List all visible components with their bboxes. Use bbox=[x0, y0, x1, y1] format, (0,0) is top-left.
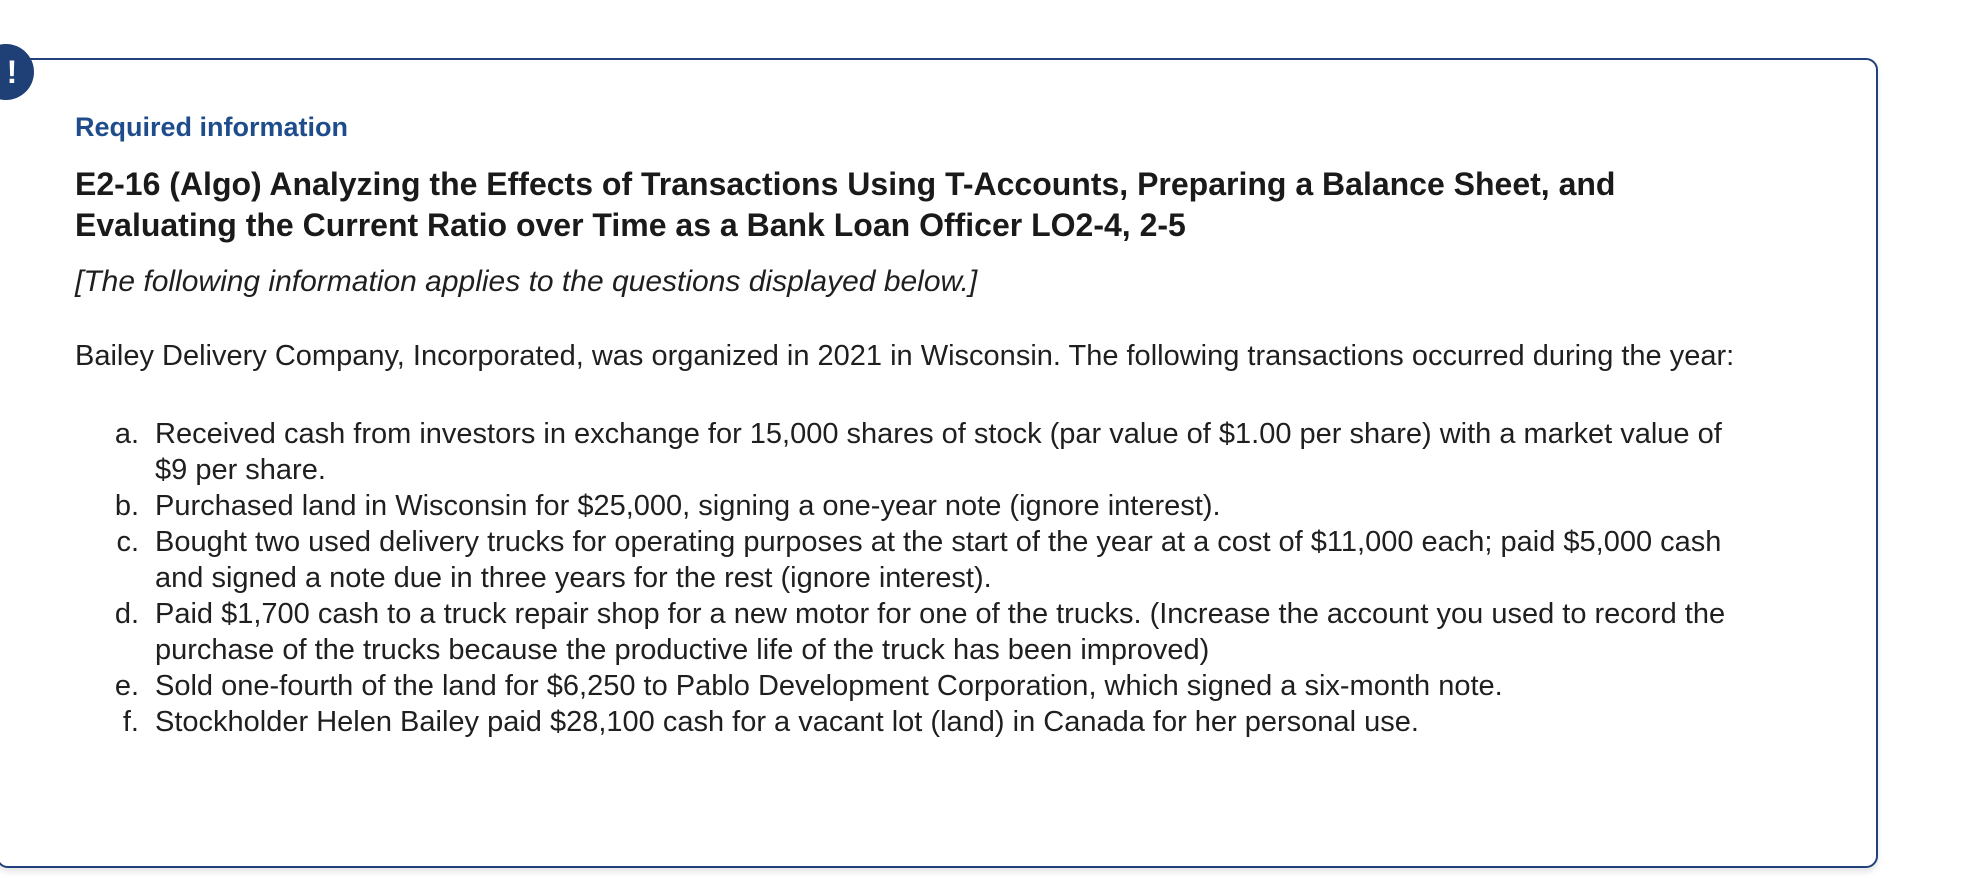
intro-paragraph: Bailey Delivery Company, Incorporated, was organized in 2021 in Wisconsin. The following transactions occurred during the year: bbox=[75, 340, 1735, 372]
transaction-list bbox=[75, 416, 1775, 740]
required-information-label: Required information bbox=[75, 112, 349, 142]
transaction-text: Stockholder Helen Bailey paid $28,100 cash for a vacant lot (land) in Canada for her personal use. bbox=[155, 706, 1419, 738]
transaction-item-f bbox=[75, 704, 1755, 740]
transaction-letter: b. bbox=[114, 490, 139, 522]
transaction-text: Received cash from investors in exchange for 15,000 shares of stock (par value of $1.00 per share) with a market value of $9 per share. bbox=[155, 418, 1722, 486]
transaction-letter: e. bbox=[114, 670, 139, 702]
transaction-item-e bbox=[75, 668, 1755, 704]
transaction-text: Sold one-fourth of the land for $6,250 to Pablo Development Corporation, which signed a six-month note. bbox=[155, 670, 1503, 702]
transaction-item-d bbox=[75, 596, 1755, 668]
transaction-item-b bbox=[75, 488, 1755, 524]
transaction-letter: d. bbox=[114, 598, 139, 630]
transaction-item-c bbox=[75, 524, 1755, 596]
transaction-letter: a. bbox=[114, 418, 139, 450]
applies-note: [The following information applies to the questions displayed below.] bbox=[75, 265, 978, 298]
transaction-text: Paid $1,700 cash to a truck repair shop for a new motor for one of the trucks. (Increase the account you used to record the purchase of the trucks because the productive life of the truck has been improved) bbox=[155, 598, 1726, 666]
transaction-text: Bought two used delivery trucks for operating purposes at the start of the year at a cost of $11,000 each; paid $5,000 cash and signed a note due in three years for the rest (ignore interest). bbox=[155, 526, 1722, 594]
alert-icon-symbol: ! bbox=[6, 54, 18, 90]
transaction-text: Purchased land in Wisconsin for $25,000, signing a one-year note (ignore interest). bbox=[155, 490, 1221, 522]
transaction-letter: f. bbox=[122, 706, 139, 738]
transaction-letter: c. bbox=[116, 526, 139, 558]
card-content bbox=[75, 110, 1775, 740]
exercise-title: E2-16 (Algo) Analyzing the Effects of Transactions Using T-Accounts, Preparing a Balance Sheet, and Evaluating the Current Ratio over Time as a Bank Loan Officer LO2-4, 2-5 bbox=[75, 166, 1616, 243]
transaction-item-a bbox=[75, 416, 1755, 488]
